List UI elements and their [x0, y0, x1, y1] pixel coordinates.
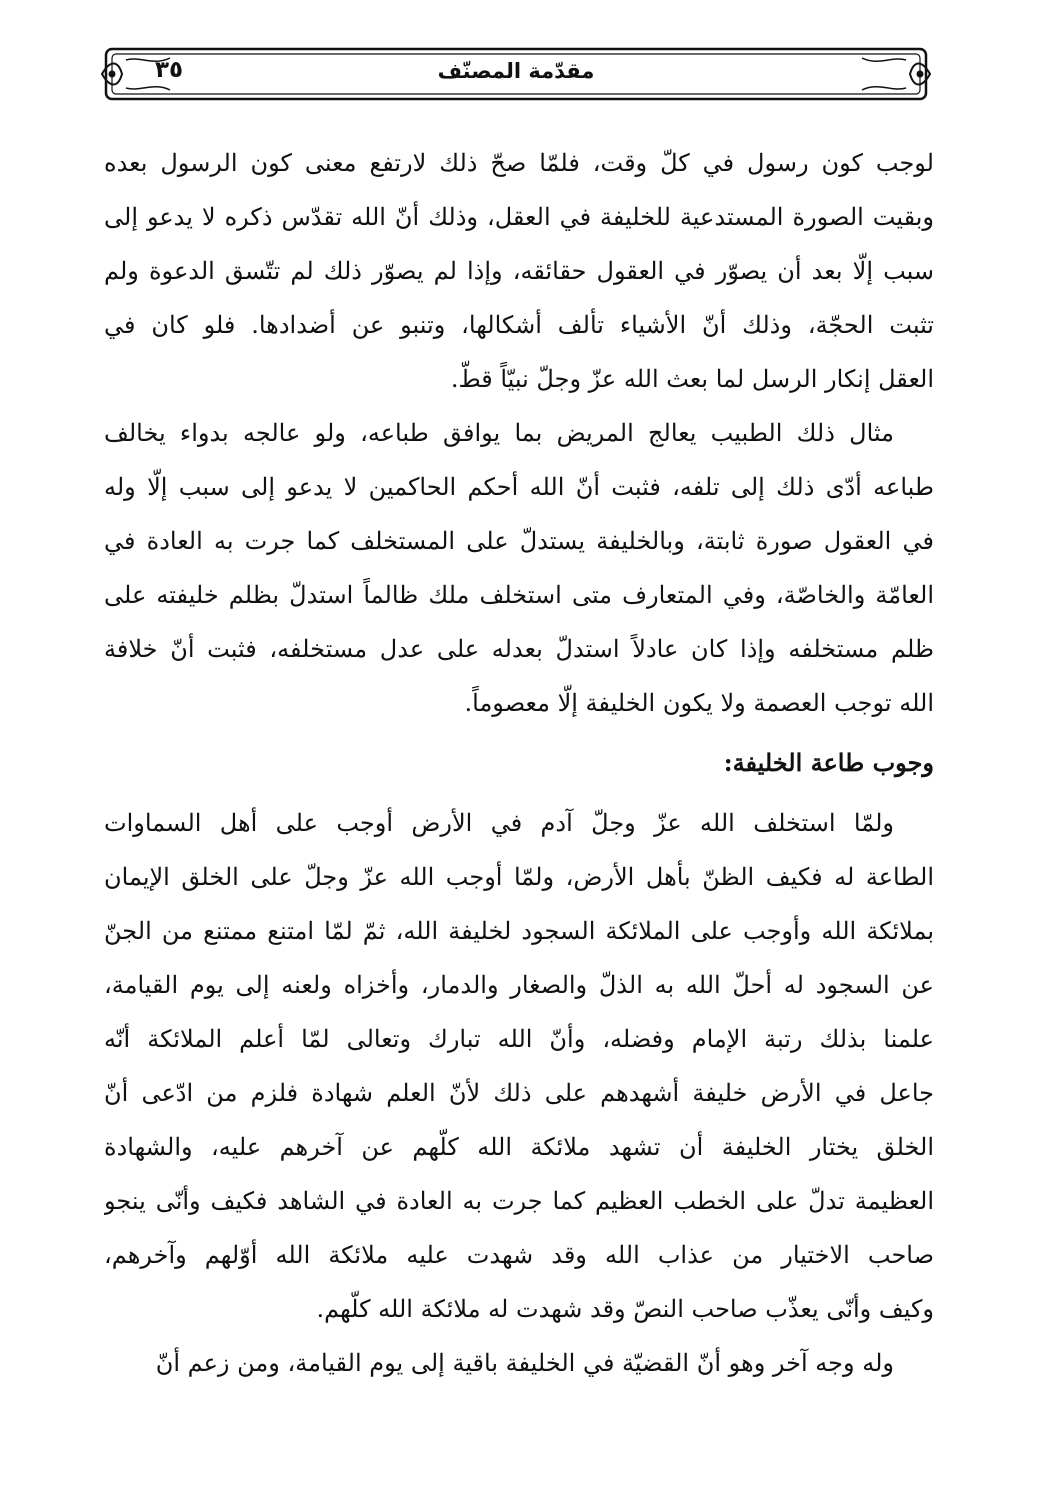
text-line: في العقول صورة ثابتة، وبالخليفة يستدلّ على المستخلف كما جرت به العادة في [104, 527, 934, 555]
text-line: العظيمة تدلّ على الخطب العظيم كما جرت به العادة في الشاهد فكيف وأنّى ينجو [104, 1187, 934, 1215]
section-heading: وجوب طاعة الخليفة: [723, 748, 934, 777]
text-line: الله توجب العصمة ولا يكون الخليفة إلّا معصوماً. [464, 689, 934, 717]
page-header [100, 46, 932, 102]
text-line: طباعه أدّى ذلك إلى تلفه، فثبت أنّ الله أحكم الحاكمين لا يدعو إلى سبب إلّا وله [104, 473, 934, 501]
text-line: ظلم مستخلفه وإذا كان عادلاً استدلّ بعدله على عدل مستخلفه، فثبت أنّ خلافة [104, 635, 934, 663]
text-line: مثال ذلك الطبيب يعالج المريض بما يوافق طباعه، ولو عالجه بدواء يخالف [104, 419, 894, 447]
text-line: جاعل في الأرض خليفة أشهدهم على ذلك لأنّ العلم شهادة فلزم من ادّعى أنّ [104, 1079, 934, 1107]
text-line: العقل إنكار الرسل لما بعث الله عزّ وجلّ نبيّاً قطّ. [450, 365, 934, 393]
text-line: عن السجود له أحلّ الله به الذلّ والصغار والدمار، وأخزاه ولعنه إلى يوم القيامة، [104, 971, 934, 999]
text-line: علمنا بذلك رتبة الإمام وفضله، وأنّ الله تبارك وتعالى لمّا أعلم الملائكة أنّه [104, 1025, 934, 1053]
text-line: صاحب الاختيار من عذاب الله وقد شهدت عليه ملائكة الله أوّلهم وآخرهم، [104, 1241, 934, 1269]
text-line: وله وجه آخر وهو أنّ القضيّة في الخليفة باقية إلى يوم القيامة، ومن زعم أنّ [155, 1349, 894, 1377]
text-line: لوجب كون رسول في كلّ وقت، فلمّا صحّ ذلك لارتفع معنى كون الرسول بعده [104, 149, 934, 177]
text-line: الطاعة له فكيف الظنّ بأهل الأرض، ولمّا أوجب الله عزّ وجلّ على الخلق الإيمان [104, 863, 934, 891]
text-line: تثبت الحجّة، وذلك أنّ الأشياء تألف أشكالها، وتنبو عن أضدادها. فلو كان في [104, 311, 934, 339]
text-line: الخلق يختار الخليفة أن تشهد ملائكة الله كلّهم عن آخرهم عليه، والشهادة [104, 1133, 934, 1161]
text-line: ولمّا استخلف الله عزّ وجلّ آدم في الأرض أوجب على أهل السماوات [104, 809, 894, 837]
text-line: سبب إلّا بعد أن يصوّر في العقول حقائقه، وإذا لم يصوّر ذلك لم تتّسق الدعوة ولم [104, 257, 934, 285]
text-line: وبقيت الصورة المستدعية للخليفة في العقل، وذلك أنّ الله تقدّس ذكره لا يدعو إلى [104, 203, 934, 231]
running-head-title: مقدّمة المصنّف [437, 59, 595, 83]
page-number: ٣٥ [154, 57, 184, 83]
text-line: بملائكة الله وأوجب على الملائكة السجود لخليفة الله، ثمّ لمّا امتنع ممتنع من الجنّ [104, 917, 934, 945]
text-line: العامّة والخاصّة، وفي المتعارف متى استخلف ملك ظالماً استدلّ بظلم خليفته على [104, 581, 934, 609]
body-text [104, 136, 934, 1390]
text-line: وكيف وأنّى يعذّب صاحب النصّ وقد شهدت له ملائكة الله كلّهم. [316, 1295, 934, 1323]
